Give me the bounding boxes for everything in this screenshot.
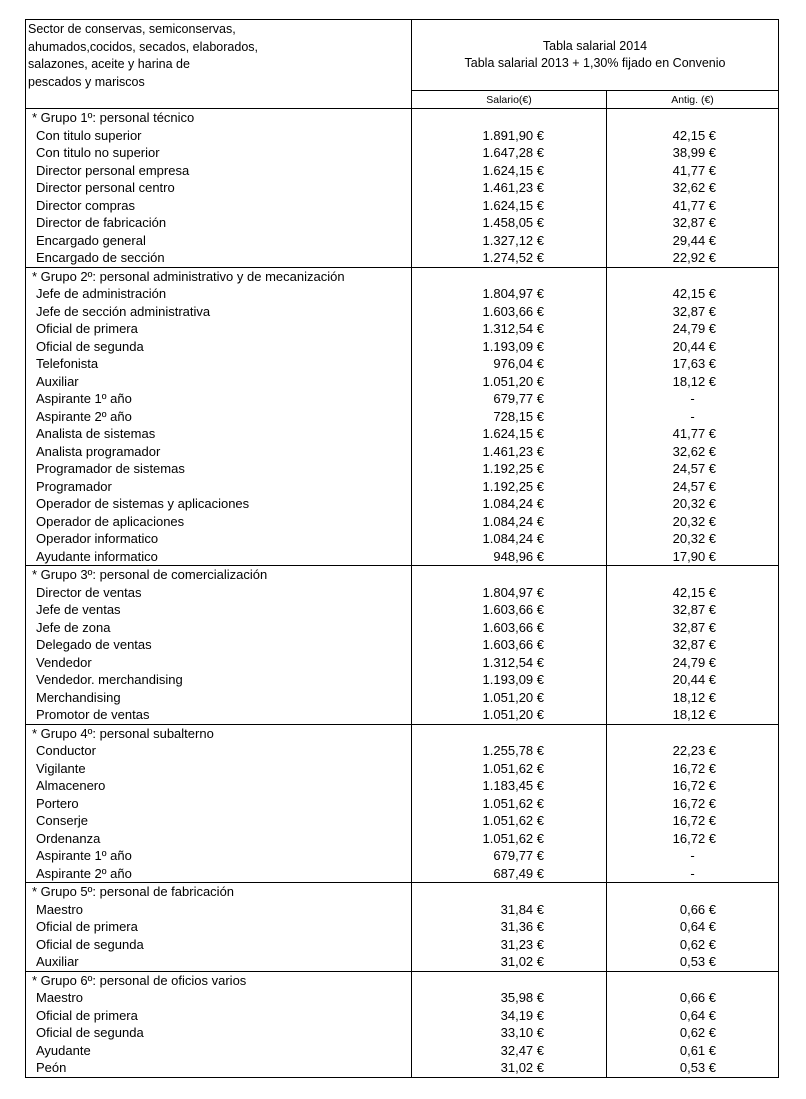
category-name: Operador de sistemas y aplicaciones — [26, 495, 412, 513]
antiguedad-value: 22,92 € — [607, 249, 779, 267]
table-row — [26, 830, 779, 848]
empty-cell — [412, 267, 607, 285]
antiguedad-value: 42,15 € — [607, 127, 779, 145]
salary-value: 1.891,90 € — [412, 127, 607, 145]
salary-value: 31,36 € — [412, 918, 607, 936]
sector-line: Sector de conservas, semiconservas, — [28, 22, 236, 36]
category-name: Oficial de primera — [26, 918, 412, 936]
category-name: Delegado de ventas — [26, 636, 412, 654]
category-name: Maestro — [26, 901, 412, 919]
antiguedad-value: 24,57 € — [607, 460, 779, 478]
salary-value: 1.624,15 € — [412, 162, 607, 180]
table-row — [26, 636, 779, 654]
salary-value: 1.084,24 € — [412, 495, 607, 513]
category-name: Aspirante 2º año — [26, 865, 412, 883]
category-name: Encargado de sección — [26, 249, 412, 267]
antiguedad-value: 0,64 € — [607, 918, 779, 936]
category-name: Aspirante 1º año — [26, 847, 412, 865]
column-header-antig: Antig. (€) — [607, 91, 779, 109]
salary-value: 1.051,62 € — [412, 812, 607, 830]
empty-cell — [607, 724, 779, 742]
column-header-salario: Salario(€) — [412, 91, 607, 109]
table-row — [26, 918, 779, 936]
table-row — [26, 689, 779, 707]
antiguedad-value: 24,79 € — [607, 654, 779, 672]
category-name: Maestro — [26, 989, 412, 1007]
antiguedad-value: - — [607, 408, 779, 426]
table-row — [26, 901, 779, 919]
table-row — [26, 619, 779, 637]
category-name: Auxiliar — [26, 953, 412, 971]
salary-value: 35,98 € — [412, 989, 607, 1007]
table-row — [26, 777, 779, 795]
salary-value: 33,10 € — [412, 1024, 607, 1042]
category-name: Oficial de segunda — [26, 1024, 412, 1042]
table-row — [26, 795, 779, 813]
table-row — [26, 495, 779, 513]
table-row — [26, 390, 779, 408]
salary-value: 1.624,15 € — [412, 197, 607, 215]
salary-value: 1.192,25 € — [412, 478, 607, 496]
antiguedad-value: 16,72 € — [607, 777, 779, 795]
category-name: Jefe de zona — [26, 619, 412, 637]
table-row — [26, 408, 779, 426]
category-name: Vendedor. merchandising — [26, 671, 412, 689]
antiguedad-value: 24,79 € — [607, 320, 779, 338]
category-name: Jefe de sección administrativa — [26, 303, 412, 321]
table-title — [412, 20, 779, 91]
antiguedad-value: 20,32 € — [607, 495, 779, 513]
salary-table — [25, 19, 779, 1078]
antiguedad-value: 32,87 € — [607, 303, 779, 321]
antiguedad-value: 20,44 € — [607, 338, 779, 356]
group-header-row — [26, 883, 779, 901]
salary-value: 1.051,20 € — [412, 689, 607, 707]
antiguedad-value: 32,87 € — [607, 619, 779, 637]
salary-value: 1.312,54 € — [412, 320, 607, 338]
salary-value: 1.312,54 € — [412, 654, 607, 672]
salary-value: 31,23 € — [412, 936, 607, 954]
table-row — [26, 671, 779, 689]
category-name: Con titulo no superior — [26, 144, 412, 162]
antiguedad-value: 18,12 € — [607, 689, 779, 707]
table-row — [26, 1024, 779, 1042]
antiguedad-value: 20,32 € — [607, 513, 779, 531]
empty-cell — [412, 883, 607, 901]
salary-value: 1.193,09 € — [412, 338, 607, 356]
antiguedad-value: 16,72 € — [607, 812, 779, 830]
empty-cell — [607, 971, 779, 989]
category-name: Aspirante 1º año — [26, 390, 412, 408]
table-row — [26, 179, 779, 197]
title-line-2: Tabla salarial 2013 + 1,30% fijado en Convenio — [464, 56, 726, 71]
table-row — [26, 654, 779, 672]
category-name: Jefe de ventas — [26, 601, 412, 619]
category-name: Auxiliar — [26, 373, 412, 391]
salary-value: 1.183,45 € — [412, 777, 607, 795]
category-name: Ayudante — [26, 1042, 412, 1060]
salary-value: 1.603,66 € — [412, 601, 607, 619]
salary-value: 679,77 € — [412, 390, 607, 408]
category-name: Oficial de segunda — [26, 338, 412, 356]
category-name: Conductor — [26, 742, 412, 760]
antiguedad-value: 20,32 € — [607, 530, 779, 548]
antiguedad-value: 18,12 € — [607, 373, 779, 391]
category-name: Conserje — [26, 812, 412, 830]
table-row — [26, 865, 779, 883]
empty-cell — [412, 724, 607, 742]
category-name: Encargado general — [26, 232, 412, 250]
salary-value: 31,02 € — [412, 1059, 607, 1077]
category-name: Con titulo superior — [26, 127, 412, 145]
salary-value: 1.255,78 € — [412, 742, 607, 760]
table-row — [26, 320, 779, 338]
category-name: Portero — [26, 795, 412, 813]
table-row — [26, 548, 779, 566]
table-row — [26, 936, 779, 954]
table-row — [26, 513, 779, 531]
table-row — [26, 425, 779, 443]
group-title: * Grupo 4º: personal subalterno — [26, 724, 412, 742]
antiguedad-value: 42,15 € — [607, 285, 779, 303]
table-row — [26, 232, 779, 250]
salary-value: 1.051,62 € — [412, 830, 607, 848]
group-title: * Grupo 3º: personal de comercialización — [26, 566, 412, 584]
table-row — [26, 338, 779, 356]
antiguedad-value: 41,77 € — [607, 197, 779, 215]
table-row — [26, 197, 779, 215]
table-row — [26, 285, 779, 303]
sector-description — [26, 20, 412, 109]
table-row — [26, 355, 779, 373]
table-row — [26, 373, 779, 391]
salary-value: 976,04 € — [412, 355, 607, 373]
category-name: Operador de aplicaciones — [26, 513, 412, 531]
table-row — [26, 443, 779, 461]
table-row — [26, 530, 779, 548]
salary-value: 1.051,62 € — [412, 795, 607, 813]
table-row — [26, 127, 779, 145]
antiguedad-value: 16,72 € — [607, 760, 779, 778]
antiguedad-value: 41,77 € — [607, 162, 779, 180]
salary-value: 34,19 € — [412, 1007, 607, 1025]
antiguedad-value: 0,61 € — [607, 1042, 779, 1060]
salary-value: 1.603,66 € — [412, 303, 607, 321]
salary-value: 1.461,23 € — [412, 179, 607, 197]
table-row — [26, 601, 779, 619]
group-title: * Grupo 5º: personal de fabricación — [26, 883, 412, 901]
group-header-row — [26, 267, 779, 285]
category-name: Oficial de primera — [26, 1007, 412, 1025]
table-row — [26, 742, 779, 760]
empty-cell — [607, 566, 779, 584]
salary-value: 948,96 € — [412, 548, 607, 566]
category-name: Programador — [26, 478, 412, 496]
category-name: Analista de sistemas — [26, 425, 412, 443]
category-name: Aspirante 2º año — [26, 408, 412, 426]
salary-value: 1.051,20 € — [412, 706, 607, 724]
table-row — [26, 812, 779, 830]
table-row — [26, 584, 779, 602]
category-name: Ayudante informatico — [26, 548, 412, 566]
antiguedad-value: 24,57 € — [607, 478, 779, 496]
antiguedad-value: 32,87 € — [607, 601, 779, 619]
antiguedad-value: - — [607, 865, 779, 883]
salary-value: 1.603,66 € — [412, 636, 607, 654]
antiguedad-value: 32,62 € — [607, 443, 779, 461]
group-header-row — [26, 724, 779, 742]
antiguedad-value: 17,63 € — [607, 355, 779, 373]
salary-value: 31,84 € — [412, 901, 607, 919]
salary-value: 679,77 € — [412, 847, 607, 865]
salary-table-document — [25, 19, 778, 1078]
table-row — [26, 303, 779, 321]
table-row — [26, 214, 779, 232]
category-name: Merchandising — [26, 689, 412, 707]
header-row — [26, 20, 779, 91]
category-name: Vendedor — [26, 654, 412, 672]
antiguedad-value: 32,87 € — [607, 636, 779, 654]
category-name: Director personal empresa — [26, 162, 412, 180]
antiguedad-value: 32,87 € — [607, 214, 779, 232]
antiguedad-value: 0,53 € — [607, 1059, 779, 1077]
salary-value: 1.461,23 € — [412, 443, 607, 461]
sector-line: salazones, aceite y harina de — [28, 57, 190, 71]
salary-value: 687,49 € — [412, 865, 607, 883]
category-name: Operador informatico — [26, 530, 412, 548]
table-row — [26, 144, 779, 162]
antiguedad-value: 18,12 € — [607, 706, 779, 724]
category-name: Programador de sistemas — [26, 460, 412, 478]
antiguedad-value: 16,72 € — [607, 795, 779, 813]
category-name: Ordenanza — [26, 830, 412, 848]
category-name: Director compras — [26, 197, 412, 215]
category-name: Analista programador — [26, 443, 412, 461]
group-title: * Grupo 6º: personal de oficios varios — [26, 971, 412, 989]
salary-value: 1.051,62 € — [412, 760, 607, 778]
category-name: Telefonista — [26, 355, 412, 373]
empty-cell — [607, 267, 779, 285]
antiguedad-value: 16,72 € — [607, 830, 779, 848]
table-row — [26, 760, 779, 778]
empty-cell — [412, 109, 607, 127]
antiguedad-value: 32,62 € — [607, 179, 779, 197]
table-row — [26, 1042, 779, 1060]
table-row — [26, 460, 779, 478]
table-row — [26, 706, 779, 724]
antiguedad-value: 29,44 € — [607, 232, 779, 250]
category-name: Vigilante — [26, 760, 412, 778]
table-row — [26, 1059, 779, 1077]
group-title: * Grupo 1º: personal técnico — [26, 109, 412, 127]
antiguedad-value: - — [607, 847, 779, 865]
table-row — [26, 989, 779, 1007]
salary-value: 32,47 € — [412, 1042, 607, 1060]
antiguedad-value: 41,77 € — [607, 425, 779, 443]
salary-value: 1.804,97 € — [412, 285, 607, 303]
antiguedad-value: 20,44 € — [607, 671, 779, 689]
salary-value: 728,15 € — [412, 408, 607, 426]
salary-value: 1.804,97 € — [412, 584, 607, 602]
salary-value: 1.458,05 € — [412, 214, 607, 232]
salary-value: 1.624,15 € — [412, 425, 607, 443]
salary-value: 31,02 € — [412, 953, 607, 971]
table-row — [26, 162, 779, 180]
antiguedad-value: 0,53 € — [607, 953, 779, 971]
empty-cell — [412, 566, 607, 584]
salary-value: 1.603,66 € — [412, 619, 607, 637]
category-name: Promotor de ventas — [26, 706, 412, 724]
category-name: Director de fabricación — [26, 214, 412, 232]
salary-value: 1.327,12 € — [412, 232, 607, 250]
category-name: Almacenero — [26, 777, 412, 795]
group-title: * Grupo 2º: personal administrativo y de mecanización — [26, 267, 412, 285]
salary-value: 1.193,09 € — [412, 671, 607, 689]
category-name: Jefe de administración — [26, 285, 412, 303]
salary-value: 1.084,24 € — [412, 513, 607, 531]
salary-value: 1.192,25 € — [412, 460, 607, 478]
antiguedad-value: 0,62 € — [607, 1024, 779, 1042]
salary-value: 1.647,28 € — [412, 144, 607, 162]
category-name: Oficial de primera — [26, 320, 412, 338]
category-name: Director de ventas — [26, 584, 412, 602]
antiguedad-value: 17,90 € — [607, 548, 779, 566]
salary-value: 1.274,52 € — [412, 249, 607, 267]
table-row — [26, 249, 779, 267]
table-row — [26, 847, 779, 865]
antiguedad-value: 0,62 € — [607, 936, 779, 954]
empty-cell — [607, 109, 779, 127]
antiguedad-value: - — [607, 390, 779, 408]
antiguedad-value: 0,66 € — [607, 989, 779, 1007]
category-name: Peón — [26, 1059, 412, 1077]
title-line-1: Tabla salarial 2014 — [542, 39, 648, 54]
group-header-row — [26, 971, 779, 989]
category-name: Oficial de segunda — [26, 936, 412, 954]
empty-cell — [412, 971, 607, 989]
salary-value: 1.051,20 € — [412, 373, 607, 391]
category-name: Director personal centro — [26, 179, 412, 197]
sector-line: ahumados,cocidos, secados, elaborados, — [28, 39, 259, 54]
antiguedad-value: 22,23 € — [607, 742, 779, 760]
table-row — [26, 953, 779, 971]
antiguedad-value: 0,66 € — [607, 901, 779, 919]
group-header-row — [26, 566, 779, 584]
table-row — [26, 1007, 779, 1025]
group-header-row — [26, 109, 779, 127]
table-row — [26, 478, 779, 496]
sector-line: pescados y mariscos — [28, 74, 145, 89]
empty-cell — [607, 883, 779, 901]
antiguedad-value: 38,99 € — [607, 144, 779, 162]
antiguedad-value: 0,64 € — [607, 1007, 779, 1025]
antiguedad-value: 42,15 € — [607, 584, 779, 602]
salary-value: 1.084,24 € — [412, 530, 607, 548]
